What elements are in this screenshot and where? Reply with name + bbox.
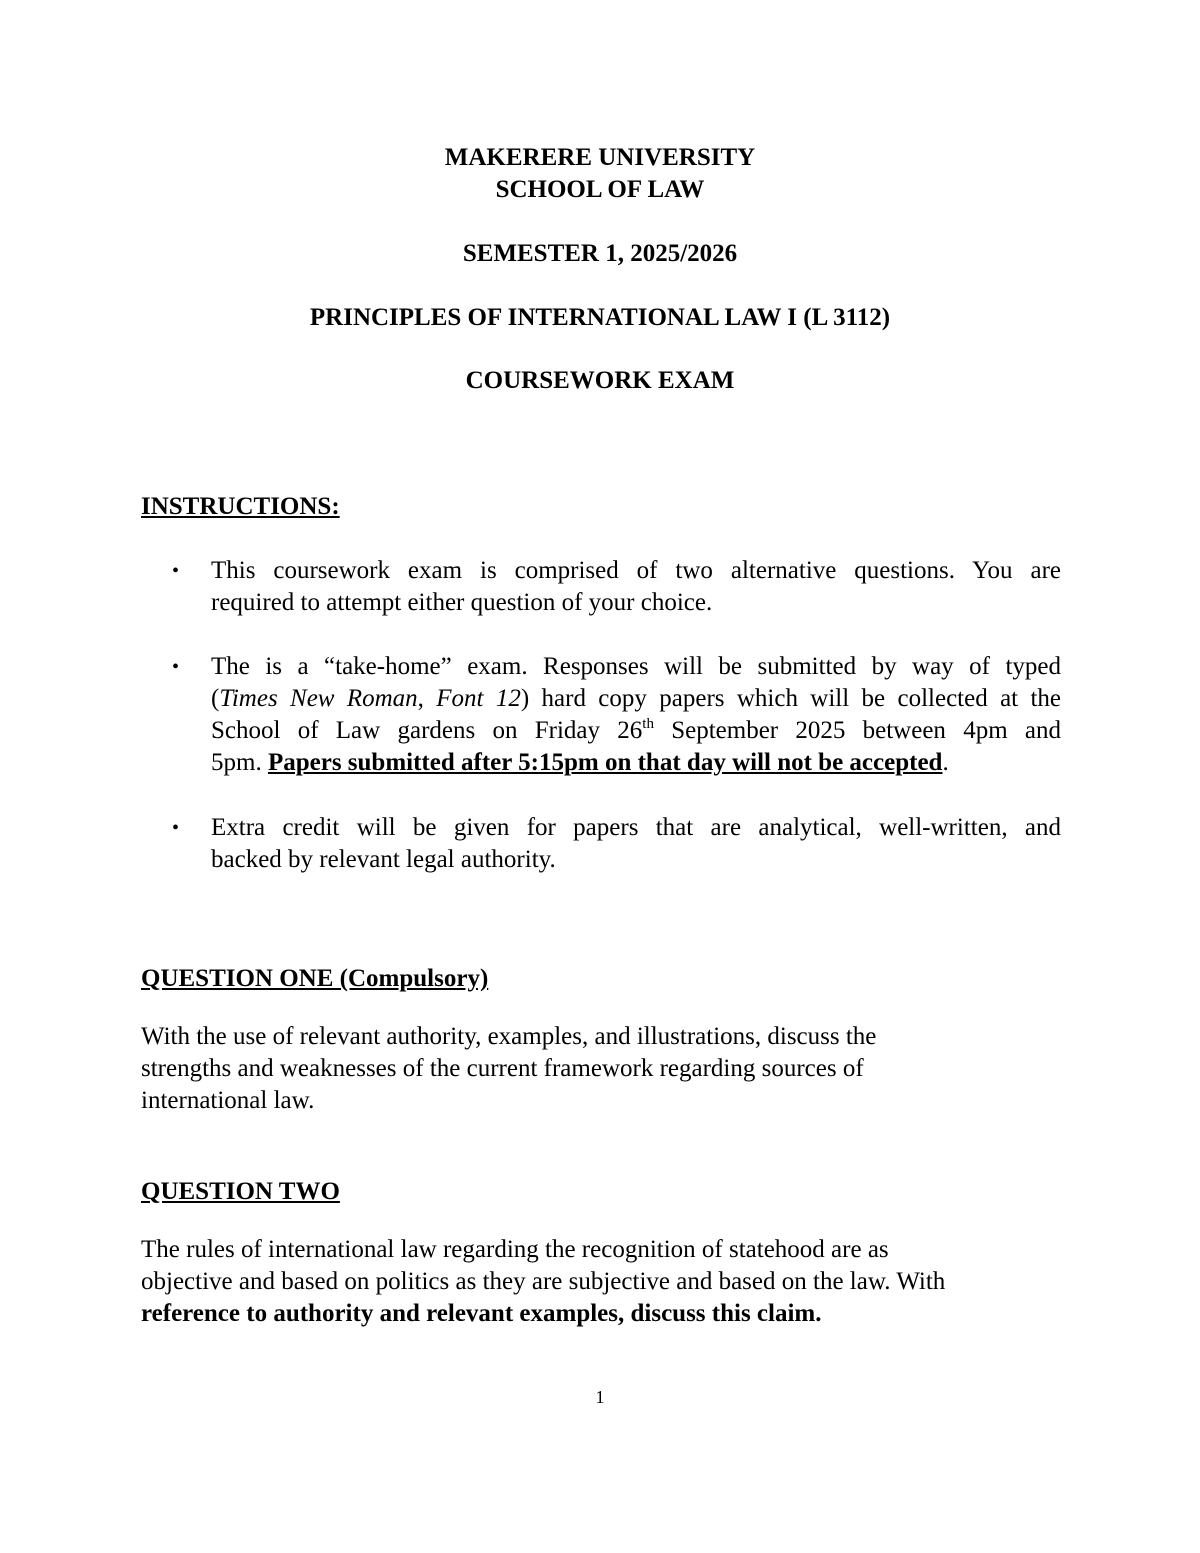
question-two-heading: QUESTION TWO (141, 1178, 340, 1205)
question-one-line-3: international law. (141, 1087, 315, 1114)
instruction-1-line-2: required to attempt either question of your choice. (211, 589, 713, 616)
font-size: Font 12 (436, 685, 521, 712)
instruction-2-line-2-rest: ) hard copy papers which will be collected at the (520, 685, 1062, 712)
question-one-body (141, 1021, 1051, 1117)
instruction-3-line-2: backed by relevant legal authority. (211, 846, 556, 873)
submission-time: 5pm. (211, 749, 268, 776)
page-number: 1 (595, 1387, 605, 1407)
instruction-item-1 (211, 555, 1061, 619)
instruction-2-line-2 (211, 683, 1061, 715)
question-one-heading: QUESTION ONE (Compulsory) (141, 965, 489, 992)
date-superscript: th (642, 716, 654, 732)
question-two-line-3: reference to authority and relevant examples, discuss this claim. (141, 1300, 822, 1327)
instruction-2-line-3 (211, 715, 1061, 747)
instruction-2-line-4 (211, 747, 1061, 779)
question-one-line-1: With the use of relevant authority, examples, and illustrations, discuss the (141, 1023, 877, 1050)
paren-open: ( (211, 685, 220, 712)
separator: , (417, 685, 437, 712)
bullet-icon: • (172, 817, 180, 839)
font-name: Times New Roman (219, 685, 418, 712)
exam-type-title: COURSEWORK EXAM (465, 367, 735, 394)
late-submission-warning: Papers submitted after 5:15pm on that day will not be accepted (267, 749, 943, 776)
instruction-item-3 (211, 812, 1061, 876)
submission-date-post: September 2025 between 4pm and (653, 717, 1061, 744)
question-two-line-2: objective and based on politics as they are subjective and based on the law. With (141, 1268, 946, 1295)
instruction-1-line-1: This coursework exam is comprised of two alternative questions. You are (211, 557, 1061, 584)
question-two-body (141, 1234, 1051, 1330)
bullet-icon: • (172, 560, 180, 582)
period: . (942, 749, 949, 776)
instruction-2-line-1: The is a “take-home” exam. Responses will be submitted by way of typed (211, 653, 1061, 680)
instruction-item-2 (211, 651, 1061, 779)
instruction-3-line-1: Extra credit will be given for papers that are analytical, well-written, and (211, 814, 1061, 841)
semester-title: SEMESTER 1, 2025/2026 (462, 240, 738, 267)
school-name: SCHOOL OF LAW (495, 176, 705, 203)
instructions-heading: INSTRUCTIONS: (141, 493, 340, 520)
bullet-icon: • (172, 656, 180, 678)
university-name: MAKERERE UNIVERSITY (444, 144, 756, 171)
question-two-line-1: The rules of international law regarding the recognition of statehood are as (141, 1236, 889, 1263)
submission-date-pre: School of Law gardens on Friday 26 (211, 717, 643, 744)
question-one-line-2: strengths and weaknesses of the current framework regarding sources of (141, 1055, 864, 1082)
course-title: PRINCIPLES OF INTERNATIONAL LAW I (L 3112) (309, 304, 891, 331)
